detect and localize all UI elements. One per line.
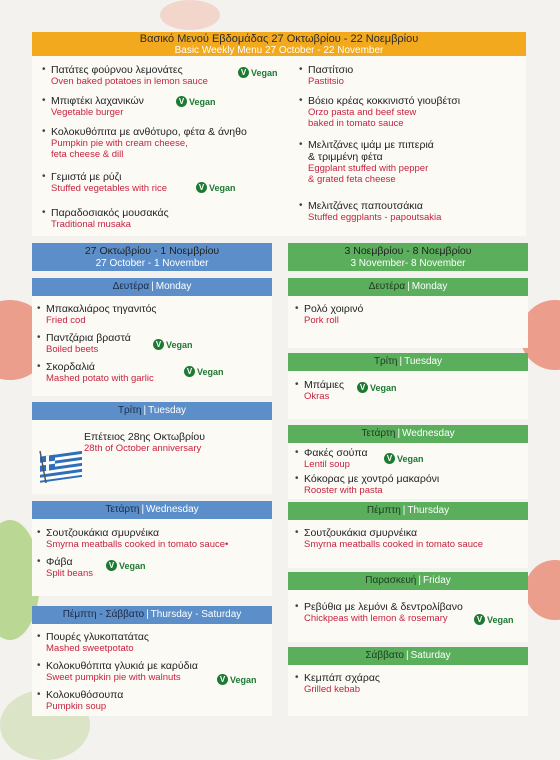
- vegan-badge: V Vegan: [474, 614, 514, 625]
- dish-name-en: Oven baked potatoes in lemon sauce: [51, 76, 208, 87]
- vegan-icon: V: [106, 560, 117, 571]
- vegan-icon: V: [357, 382, 368, 393]
- vegan-icon: V: [196, 182, 207, 193]
- vegan-icon: V: [176, 96, 187, 107]
- menu-item: • Φάβα Split beans: [37, 556, 94, 579]
- basic-menu-header: [32, 32, 526, 56]
- dish-name-en: feta cheese & dill: [51, 149, 124, 160]
- week1-title-gr: 27 Οκτωβρίου - 1 Νοεμβρίου: [84, 245, 220, 257]
- week1-header: [32, 243, 272, 271]
- menu-item: • Κολοκυθόπιτα γλυκιά με καρύδια Sweet pumpkin pie with walnuts: [37, 660, 198, 683]
- vegan-badge: V Vegan: [106, 560, 146, 571]
- vegan-icon: V: [217, 674, 228, 685]
- menu-item: • Παραδοσιακός μουσακάς Traditional musaka: [42, 207, 169, 230]
- menu-item: • Γεμιστά με ρύζι Stuffed vegetables with rice: [42, 171, 168, 194]
- vegan-icon: V: [153, 339, 164, 350]
- day-friday-week2: Παρασκευή | Friday: [288, 572, 528, 590]
- day-saturday-week2: Σάββατο | Saturday: [288, 647, 528, 665]
- vegan-badge: V Vegan: [238, 67, 278, 78]
- day-monday-week2: Δευτέρα | Monday: [288, 278, 528, 296]
- vegan-badge: V Vegan: [217, 674, 257, 685]
- day-thursday-week2: Πέμπτη | Thursday: [288, 502, 528, 520]
- dish-name-en: Traditional musaka: [51, 219, 131, 230]
- dish-name-gr: Παραδοσιακός μουσακάς: [51, 207, 169, 219]
- menu-item: • Κόκορας με χοντρό μακαρόνι Rooster with pasta: [295, 473, 440, 496]
- day-tuesday-week2: Τρίτη | Tuesday: [288, 353, 528, 371]
- vegan-icon: V: [238, 67, 249, 78]
- dish-name-gr: & τριμμένη φέτα: [308, 151, 383, 163]
- menu-item: • Βόειο κρέας κοκκινιστό γιουβέτσι Orzo pasta and beef stew baked in tomato sauce: [299, 95, 461, 129]
- vegan-badge: V Vegan: [357, 382, 397, 393]
- dish-name-en: Vegetable burger: [51, 107, 124, 118]
- menu-item: • Παντζάρια βραστά Boiled beets: [37, 332, 131, 355]
- day-wednesday-week1: Τετάρτη | Wednesday: [32, 501, 272, 519]
- day-thursday-saturday-week1: Πέμπτη - Σάββατο | Thursday - Saturday: [32, 606, 272, 624]
- menu-item: • Κεμπάπ σχάρας Grilled kebab: [295, 672, 380, 695]
- menu-item: • Παστίτσιο Pastitsio: [299, 64, 354, 87]
- day-monday-week1: Δευτέρα | Monday: [32, 278, 272, 296]
- vegan-icon: V: [384, 453, 395, 464]
- dish-name-gr: Κολοκυθόπιτα με ανθότυρο, φέτα & άνηθο: [51, 126, 247, 138]
- day-wednesday-week2: Τετάρτη | Wednesday: [288, 425, 528, 443]
- menu-item: • Σουτζουκάκια σμυρνέικα Smyrna meatballs cooked in tomato sauce•: [37, 527, 229, 550]
- menu-item: • Σουτζουκάκια σμυρνέικα Smyrna meatballs cooked in tomato sauce: [295, 527, 484, 550]
- dish-name-gr: Παστίτσιο: [308, 64, 354, 76]
- menu-item: • Κολοκυθόσουπα Pumpkin soup: [37, 689, 124, 712]
- menu-item: • Μπακαλιάρος τηγανιτός Fried cod: [37, 303, 157, 326]
- dish-name-gr: Μελιτζάνες παπουτσάκια: [308, 200, 423, 212]
- menu-item: • Μελιτζάνες παπουτσάκια Stuffed eggplants - papoutsakia: [299, 200, 442, 223]
- dish-name-gr: Πατάτες φούρνου λεμονάτες: [51, 64, 183, 76]
- dish-name-en: Pastitsio: [308, 76, 344, 87]
- vegan-badge: V Vegan: [176, 96, 216, 107]
- basic-menu-title-en: Basic Weekly Menu 27 October - 22 November: [174, 45, 384, 56]
- vegan-badge: V Vegan: [196, 182, 236, 193]
- menu-item: • Μελιτζάνες ιμάμ με πιπεριά & τριμμένη φέτα Eggplant stuffed with pepper & grated feta cheese: [299, 139, 434, 185]
- day-tuesday-week1: Τρίτη | Tuesday: [32, 402, 272, 420]
- dish-name-en: Orzo pasta and beef stew: [308, 107, 417, 118]
- dish-name-gr: Μπιφτέκι λαχανικών: [51, 95, 144, 107]
- week2-header: [288, 243, 528, 271]
- dish-name-en: baked in tomato sauce: [308, 118, 404, 129]
- vegan-badge: V Vegan: [384, 453, 424, 464]
- dish-name-en: Stuffed vegetables with rice: [51, 183, 168, 194]
- menu-item: • Φακές σούπα Lentil soup: [295, 447, 368, 470]
- menu-item: • Ρολό χοιρινό Pork roll: [295, 303, 364, 326]
- week2-title-en: 3 November- 8 November: [350, 258, 466, 269]
- week2-title-gr: 3 Νοεμβρίου - 8 Νοεμβρίου: [344, 245, 472, 257]
- dish-name-en: Stuffed eggplants - papoutsakia: [308, 212, 442, 223]
- menu-item: • Μπάμιες Okras: [295, 379, 345, 402]
- tomato-decoration: [160, 0, 220, 30]
- anniversary-note: Επέτειος 28ης Οκτωβρίου 28th of October anniversary: [84, 431, 205, 454]
- vegan-badge: V Vegan: [153, 339, 193, 350]
- dish-name-gr: Βόειο κρέας κοκκινιστό γιουβέτσι: [308, 95, 461, 107]
- menu-item: • Ρεβύθια με λεμόνι & δεντρολίβανο Chickpeas with lemon & rosemary: [295, 601, 463, 624]
- menu-item: • Μπιφτέκι λαχανικών Vegetable burger: [42, 95, 144, 118]
- dish-name-en: Pumpkin pie with cream cheese,: [51, 138, 188, 149]
- dish-name-en: Eggplant stuffed with pepper: [308, 163, 429, 174]
- vegan-icon: V: [474, 614, 485, 625]
- vegan-icon: V: [184, 366, 195, 377]
- tomato-decoration: [525, 560, 560, 620]
- dish-name-gr: Γεμιστά με ρύζι: [51, 171, 122, 183]
- vegan-badge: V Vegan: [184, 366, 224, 377]
- week1-title-en: 27 October - 1 November: [95, 258, 209, 269]
- menu-item: • Πατάτες φούρνου λεμονάτες Oven baked potatoes in lemon sauce: [42, 64, 208, 87]
- greek-flag-icon: [38, 443, 86, 483]
- menu-item: • Σκορδαλιά Mashed potato with garlic: [37, 361, 154, 384]
- dish-name-en: & grated feta cheese: [308, 174, 396, 185]
- menu-item: • Πουρές γλυκοπατάτας Mashed sweetpotato: [37, 631, 149, 654]
- dish-name-gr: Μελιτζάνες ιμάμ με πιπεριά: [308, 139, 434, 151]
- basic-menu-title-gr: Βασικό Μενού Εβδομάδας 27 Οκτωβρίου - 22 Νοεμβρίου: [139, 33, 419, 45]
- menu-item: • Κολοκυθόπιτα με ανθότυρο, φέτα & άνηθο Pumpkin pie with cream cheese, feta cheese & dill: [42, 126, 247, 160]
